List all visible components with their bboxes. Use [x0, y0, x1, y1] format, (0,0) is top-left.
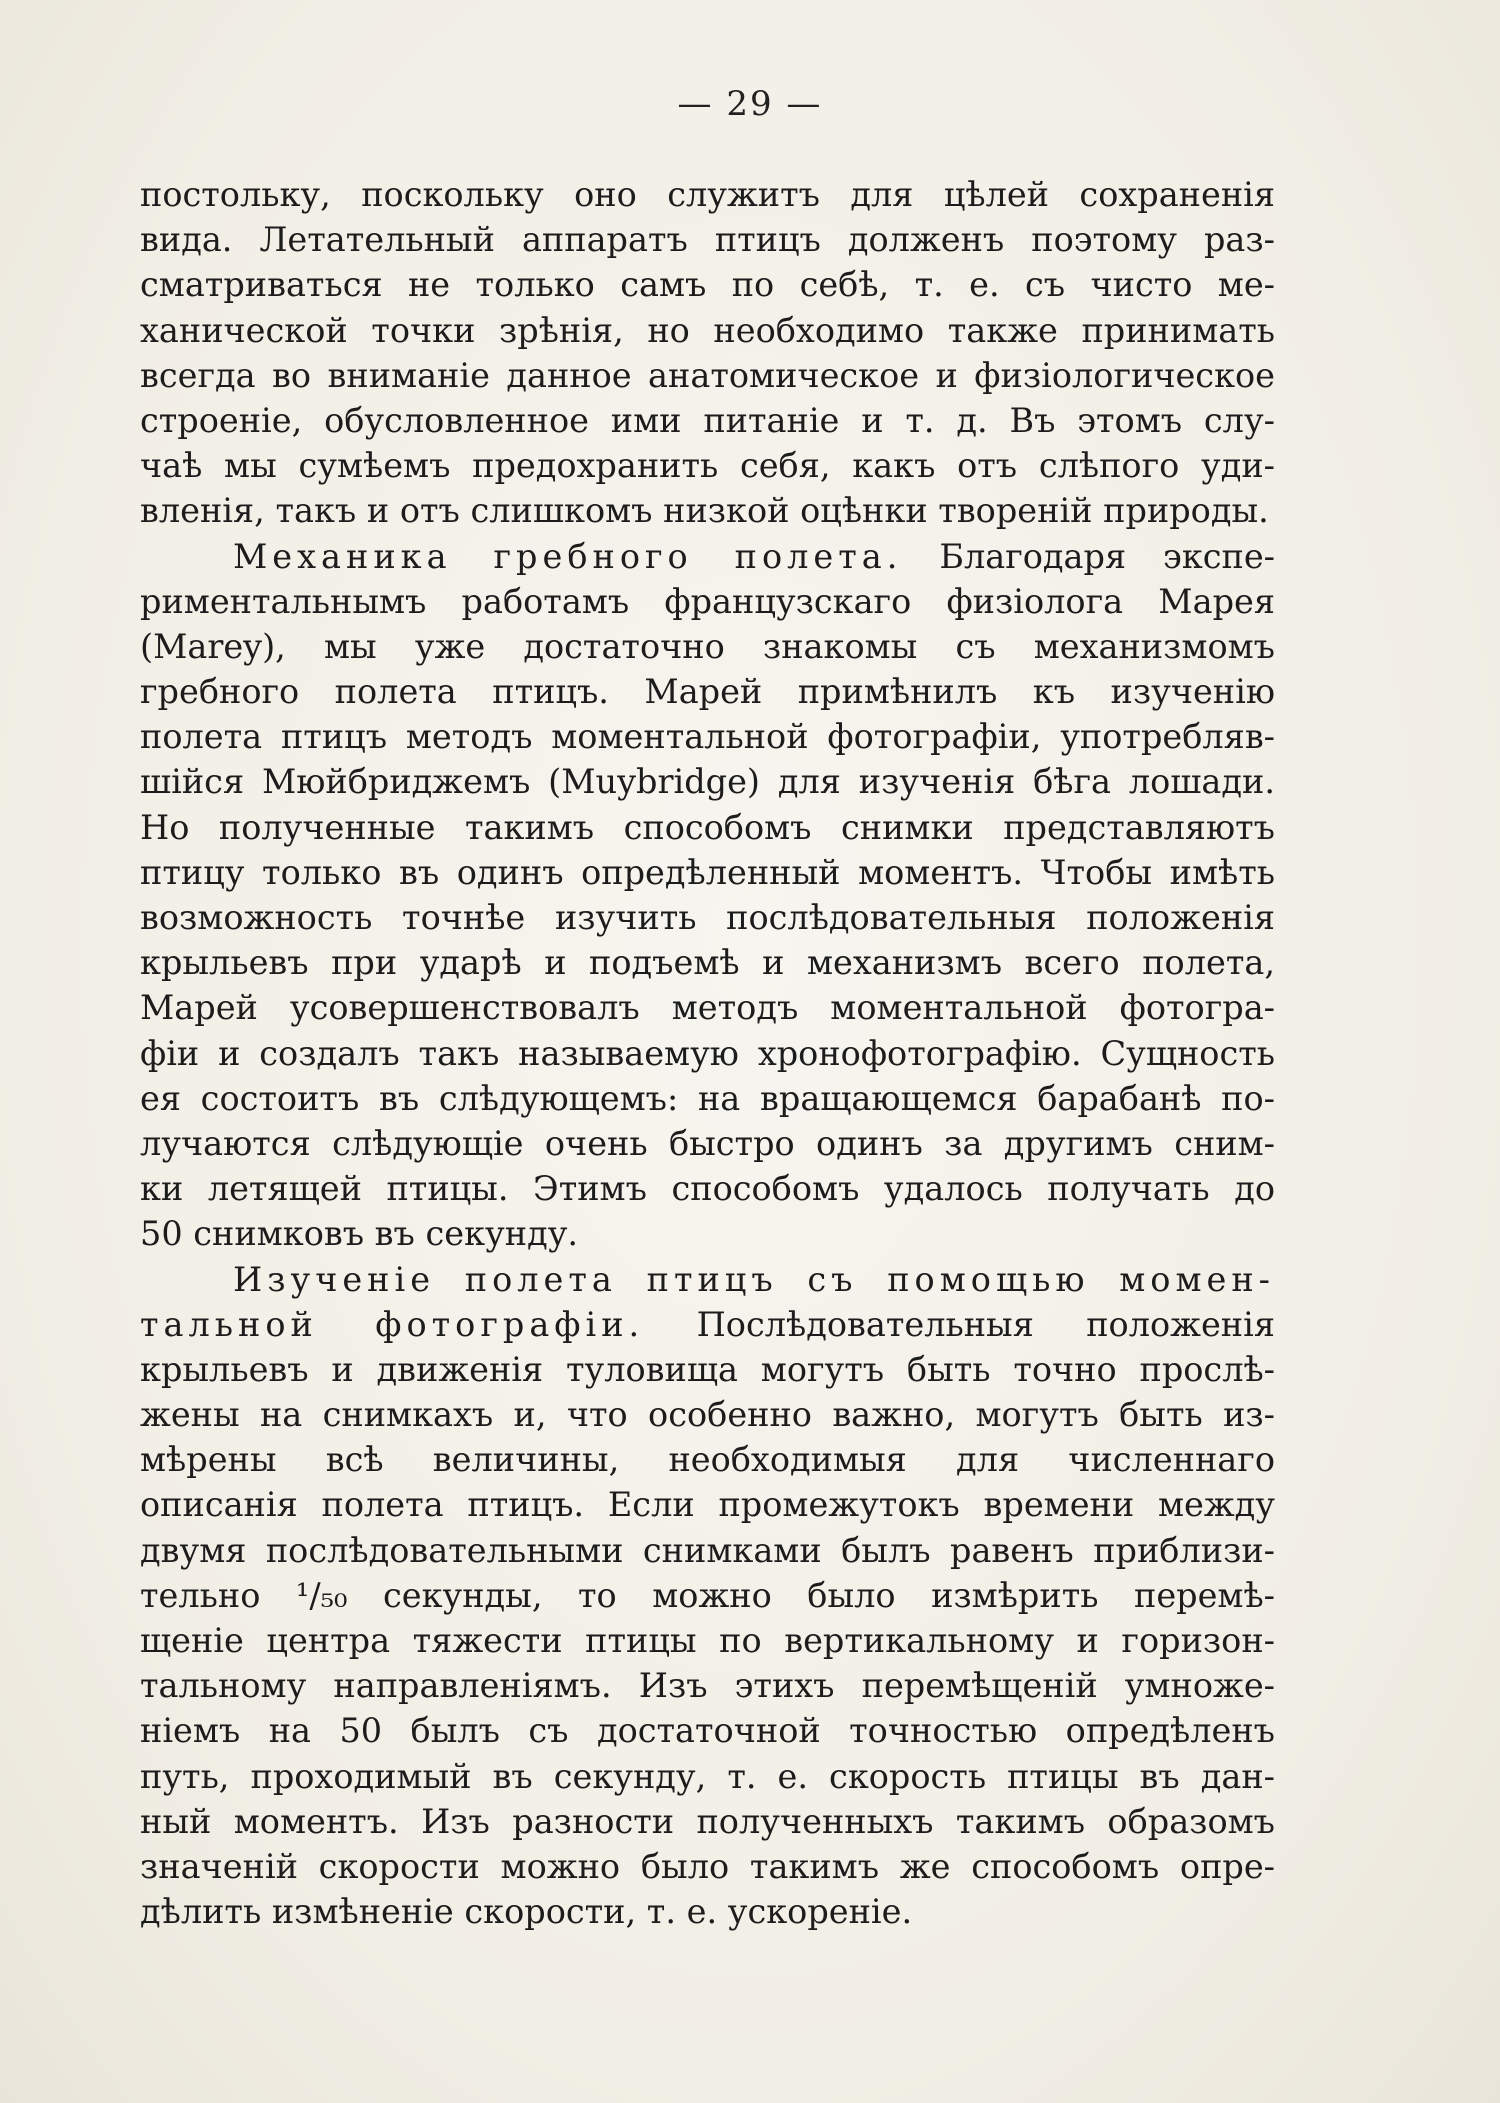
text-line: риментальнымъ работамъ французскаго физіолога Марея — [140, 581, 1275, 621]
text-line: ніемъ на 50 былъ съ достаточной точностью опредѣленъ — [140, 1711, 1275, 1751]
section-heading: Механика гребного полета. — [233, 536, 903, 576]
text-line: чаѣ мы сумѣемъ предохранить себя, какъ отъ слѣпого уди- — [140, 446, 1275, 486]
text-line: строеніе, обусловленное ими питаніе и т. д. Въ этомъ слу- — [140, 400, 1275, 440]
text-line: шійся Мюйбриджемъ (Muybridge) для изученія бѣга лошади. — [140, 762, 1275, 802]
text-line: дѣлить измѣненіе скорости, т. е. ускореніе. — [140, 1892, 913, 1932]
text-line: щеніе центра тяжести птицы по вертикальному и горизон- — [140, 1621, 1275, 1660]
text-line: крыльевъ и движенія туловища могутъ быть точно прослѣ- — [140, 1349, 1275, 1389]
text-line: ея состоитъ въ слѣдующемъ: на вращающемся барабанѣ по- — [140, 1078, 1275, 1118]
text-line: описанія полета птицъ. Если промежутокъ времени между — [140, 1485, 1275, 1525]
text-line: двумя послѣдовательными снимками былъ равенъ приблизи- — [140, 1530, 1275, 1570]
text-line: всегда во вниманіе данное анатомическое и физіологическое — [140, 355, 1275, 395]
text-line: мѣрены всѣ величины, необходимыя для численнаго — [140, 1440, 1275, 1480]
text-line: гребного полета птицъ. Марей примѣнилъ къ изученію — [140, 672, 1275, 712]
text-line: сматриваться не только самъ по себѣ, т. е. съ чисто ме- — [140, 265, 1275, 305]
paragraph-3 — [140, 1257, 1275, 1935]
text-line: полета птицъ методъ моментальной фотографіи, употребляв- — [140, 717, 1275, 757]
text-line: птицу только въ одинъ опредѣленный моментъ. Чтобы имѣть — [140, 852, 1275, 892]
text-line: путь, проходимый въ секунду, т. е. скорость птицы въ дан- — [140, 1756, 1275, 1796]
text-line: ный моментъ. Изъ разности полученныхъ такимъ образомъ — [140, 1801, 1275, 1841]
text-line: тальному направленіямъ. Изъ этихъ перемѣщеній умноже- — [140, 1666, 1275, 1706]
text-line: возможность точнѣе изучить послѣдовательныя положенія — [140, 898, 1275, 937]
section-heading: тальной фотографіи. — [140, 1304, 645, 1344]
text-line: ханической точки зрѣнія, но необходимо также принимать — [140, 310, 1275, 350]
text-line: лучаются слѣдующіе очень быстро одинъ за другимъ сним- — [140, 1123, 1275, 1163]
page-number: — 29 — — [677, 84, 823, 124]
text-fragment: Благодаря экспе- — [902, 536, 1275, 576]
text-line: крыльевъ при ударѣ и подъемѣ и механизмъ всего полета, — [140, 943, 1275, 983]
text-line: значеній скорости можно было такимъ же способомъ опре- — [140, 1846, 1275, 1886]
section-heading: Изученіе полета птицъ съ помощью момен- — [233, 1259, 1275, 1299]
text-line: Марей усовершенствовалъ методъ моментальной фотогра- — [140, 988, 1275, 1028]
text-line-with-heading — [140, 534, 1275, 579]
text-line: жены на снимкахъ и, что особенно важно, могутъ быть из- — [140, 1395, 1275, 1435]
text-line: Но полученные такимъ способомъ снимки представляютъ — [140, 807, 1275, 847]
text-line: тельно ¹/₅₀ секунды, то можно было измѣрить перемѣ- — [140, 1575, 1275, 1615]
text-line: 50 снимковъ въ секунду. — [140, 1214, 579, 1254]
text-line: постольку, поскольку оно служитъ для цѣлей сохраненія — [140, 175, 1275, 214]
text-line: ки летящей птицы. Этимъ способомъ удалось получать до — [140, 1169, 1275, 1209]
text-line-with-heading — [140, 1302, 1275, 1347]
body-text — [140, 172, 1275, 1934]
paragraph-2 — [140, 534, 1275, 1257]
text-fragment: Послѣдовательныя положенія — [644, 1304, 1275, 1344]
text-line: фіи и создалъ такъ называемую хронофотографію. Сущность — [140, 1033, 1275, 1073]
text-line: (Marey), мы уже достаточно знакомы съ механизмомъ — [140, 626, 1275, 666]
text-line: вида. Летательный аппаратъ птицъ долженъ поэтому раз- — [140, 220, 1275, 260]
paragraph-1 — [140, 172, 1275, 534]
text-line: вленія, такъ и отъ слишкомъ низкой оцѣнки твореній природы. — [140, 491, 1269, 531]
